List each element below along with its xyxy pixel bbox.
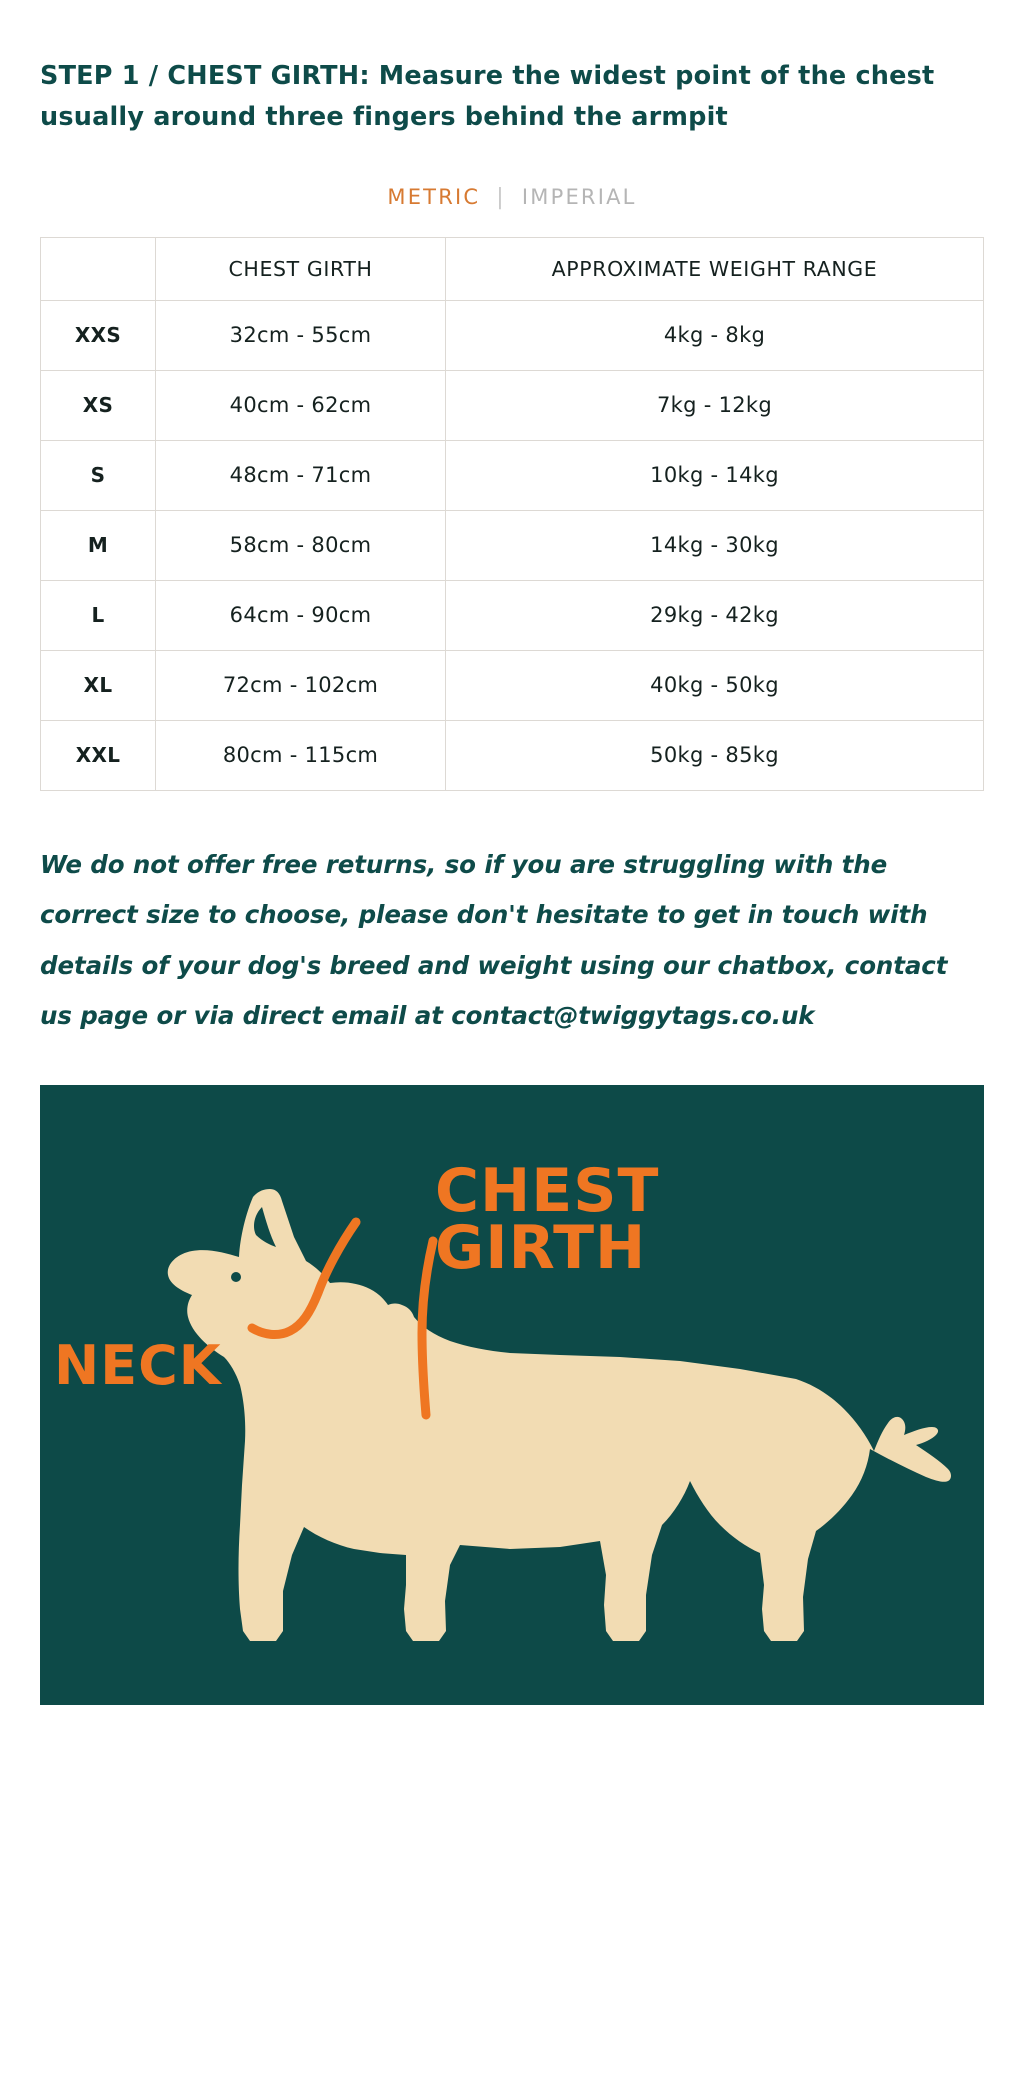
cell-size: XXL — [41, 720, 156, 790]
cell-weight-range: 10kg - 14kg — [446, 440, 984, 510]
table-header-row — [41, 237, 984, 300]
cell-weight-range: 14kg - 30kg — [446, 510, 984, 580]
dog-measurement-illustration — [40, 1085, 984, 1705]
table-body — [41, 300, 984, 790]
table-row — [41, 650, 984, 720]
cell-size: L — [41, 580, 156, 650]
cell-weight-range: 4kg - 8kg — [446, 300, 984, 370]
table-row — [41, 440, 984, 510]
cell-chest-girth: 40cm - 62cm — [156, 370, 446, 440]
chest-girth-label — [435, 1156, 660, 1284]
cell-size: M — [41, 510, 156, 580]
cell-size: S — [41, 440, 156, 510]
cell-chest-girth: 32cm - 55cm — [156, 300, 446, 370]
cell-weight-range: 7kg - 12kg — [446, 370, 984, 440]
table-row — [41, 580, 984, 650]
table-row — [41, 370, 984, 440]
returns-policy-note: We do not offer free returns, so if you are struggling with the correct size to choose, please don't hesitate to get in touch with details of your dog's breed and weight using our chatbox, contact us page or via direct email at contact@twiggytags.co.uk — [40, 849, 948, 1030]
cell-chest-girth: 80cm - 115cm — [156, 720, 446, 790]
size-chart-table — [40, 237, 984, 791]
column-header-size — [41, 237, 156, 300]
column-header-chest-girth: CHEST GIRTH — [156, 237, 446, 300]
cell-size: XXS — [41, 300, 156, 370]
chest-girth-label-line1: CHEST — [435, 1156, 660, 1227]
cell-weight-range: 29kg - 42kg — [446, 580, 984, 650]
cell-chest-girth: 58cm - 80cm — [156, 510, 446, 580]
chest-girth-label-line2: GIRTH — [435, 1213, 647, 1284]
page-title: STEP 1 / CHEST GIRTH: Measure the widest point of the chest usually around three fingers behind the armpit — [40, 61, 935, 133]
cell-size: XS — [41, 370, 156, 440]
table-row — [41, 720, 984, 790]
cell-chest-girth: 64cm - 90cm — [156, 580, 446, 650]
cell-size: XL — [41, 650, 156, 720]
table-row — [41, 510, 984, 580]
neck-label: NECK — [54, 1334, 222, 1398]
unit-metric-option[interactable]: METRIC — [387, 185, 481, 210]
table-row — [41, 300, 984, 370]
unit-imperial-option[interactable]: IMPERIAL — [521, 185, 637, 210]
cell-weight-range: 40kg - 50kg — [446, 650, 984, 720]
cell-chest-girth: 48cm - 71cm — [156, 440, 446, 510]
column-header-weight-range: APPROXIMATE WEIGHT RANGE — [446, 237, 984, 300]
unit-separator: | — [496, 184, 506, 210]
unit-toggle[interactable] — [40, 185, 984, 210]
cell-weight-range: 50kg - 85kg — [446, 720, 984, 790]
table-header — [41, 237, 984, 300]
cell-chest-girth: 72cm - 102cm — [156, 650, 446, 720]
